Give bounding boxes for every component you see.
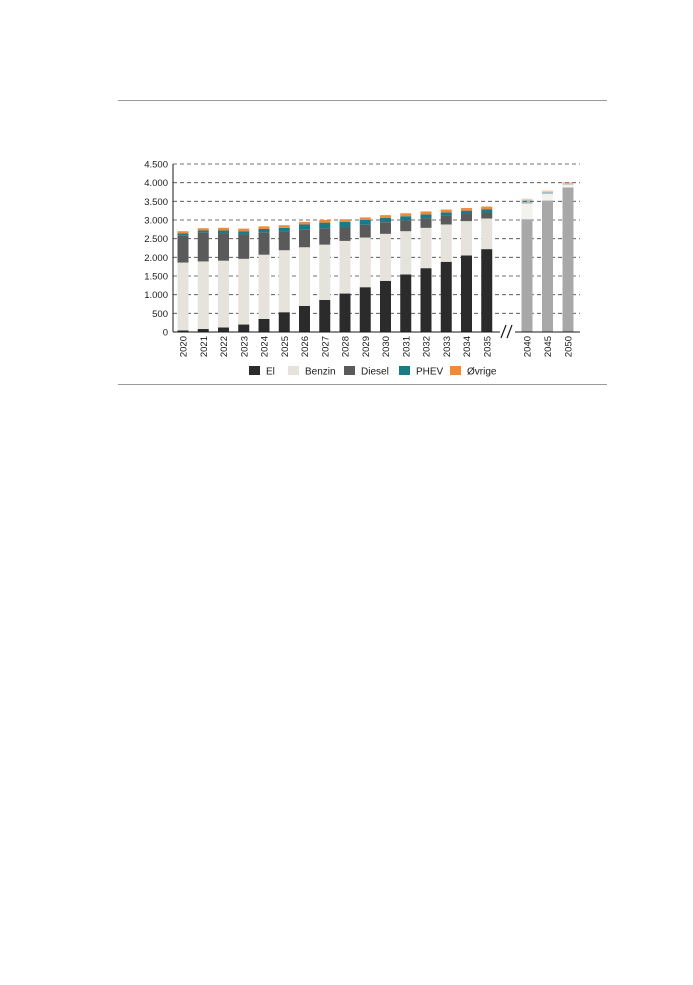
bar-segment-phev-2040 (522, 200, 533, 201)
bar-segment-vrige-2027 (319, 220, 330, 223)
x-tick-label: 2050 (563, 336, 575, 358)
bar-segment-benzin-2020 (178, 263, 189, 331)
legend-swatch-el (249, 366, 260, 375)
gridlines (173, 164, 580, 313)
bar-segment-phev-2023 (238, 231, 249, 234)
bar-segment-benzin-2021 (198, 261, 209, 329)
bar-segment-el-2032 (421, 268, 432, 332)
bar-segment-benzin-2045 (542, 194, 553, 201)
bar-segment-diesel-2032 (421, 218, 432, 228)
x-tick-label: 2024 (259, 336, 271, 358)
x-tick-label: 2045 (543, 336, 554, 358)
x-tick-label: 2021 (198, 336, 210, 358)
bar-segment-vrige-2034 (461, 208, 472, 211)
x-tick-label: 2034 (462, 336, 473, 358)
x-tick-label: 2040 (522, 336, 534, 358)
bar-segment-benzin-2035 (481, 219, 492, 250)
y-tick-label: 0 (162, 327, 168, 339)
bar-segment-diesel-2027 (319, 228, 330, 244)
bar-segment-vrige-2022 (218, 228, 229, 231)
bar-segment-el-2023 (238, 325, 249, 332)
bar-segment-phev-2021 (198, 230, 209, 232)
bar-segment-benzin-2025 (279, 250, 290, 312)
bar-segment-el-2022 (218, 328, 229, 332)
bar-segment-phev-2031 (400, 216, 411, 220)
bar-segment-el-2029 (360, 287, 371, 332)
legend-label: Benzin (305, 366, 336, 378)
bar-segment-benzin-2050 (563, 185, 574, 188)
bar-segment-vrige-2023 (238, 229, 249, 232)
bar-segment-vrige-2029 (360, 217, 371, 220)
legend-swatch-diesel (344, 366, 355, 375)
x-tick-label: 2030 (381, 336, 392, 358)
bar-segment-diesel-2025 (279, 232, 290, 250)
y-tick-label: 1.000 (144, 290, 168, 302)
bar-segment-benzin-2030 (380, 234, 391, 281)
bar-segment-diesel-2026 (299, 230, 310, 248)
legend (249, 366, 497, 378)
bar-segment-diesel-2023 (238, 235, 249, 259)
legend-swatch-benzin (288, 366, 299, 375)
bar-segment-diesel-2022 (218, 233, 229, 261)
x-tick-label: 2026 (300, 336, 311, 358)
bar-segment-benzin-2029 (360, 238, 371, 288)
bar-segment-diesel-2030 (380, 222, 391, 234)
bar-segment-vrige-2026 (299, 222, 310, 225)
bar-segment-benzin-2026 (299, 247, 310, 306)
bar-segment-benzin-2022 (218, 261, 229, 328)
bar-segment-diesel-2020 (178, 236, 189, 263)
legend-label: Øvrige (467, 366, 497, 378)
bar-segment-phev-2030 (380, 218, 391, 222)
bar-segment-phev-2045 (542, 192, 553, 193)
y-tick-label: 3.500 (144, 196, 168, 208)
bar-segment-el-2045 (542, 201, 553, 332)
bar-segment-phev-2028 (340, 222, 351, 228)
bar-segment-phev-2027 (319, 223, 330, 229)
x-tick-label: 2023 (239, 336, 251, 358)
bar-segment-vrige-2045 (542, 191, 553, 192)
bar-segment-benzin-2033 (441, 224, 452, 261)
bar-segment-benzin-2027 (319, 245, 330, 300)
x-tick-label: 2028 (340, 336, 352, 358)
x-tick-label: 2035 (482, 336, 494, 358)
bar-segment-diesel-2050 (563, 184, 574, 185)
bar-segment-el-2034 (461, 255, 472, 332)
bar-segment-phev-2035 (481, 209, 492, 212)
bar-segment-diesel-2029 (360, 225, 371, 238)
bar-segment-vrige-2025 (279, 225, 290, 228)
bar-segment-vrige-2021 (198, 228, 209, 230)
bar-segment-vrige-2050 (563, 182, 574, 183)
bar-segment-el-2035 (481, 249, 492, 332)
bar-segment-diesel-2040 (522, 202, 533, 204)
bar-segment-phev-2025 (279, 228, 290, 232)
bar-segment-diesel-2035 (481, 213, 492, 219)
y-tick-label: 4.500 (144, 159, 168, 171)
bar-segment-el-2026 (299, 306, 310, 332)
bar-segment-diesel-2034 (461, 214, 472, 221)
y-tick-label: 4.000 (144, 178, 168, 190)
bar-segment-benzin-2032 (421, 228, 432, 268)
y-tick-label: 1.500 (144, 271, 168, 283)
legend-swatch-vrige (450, 366, 461, 375)
bar-segment-benzin-2024 (259, 255, 270, 319)
legend-swatch-phev (399, 366, 410, 375)
bar-segment-phev-2026 (299, 224, 310, 229)
bar-segment-vrige-2040 (522, 199, 533, 200)
bar-segment-phev-2022 (218, 230, 229, 233)
bar-segment-el-2027 (319, 300, 330, 332)
x-tick-label: 2032 (421, 336, 433, 358)
bar-segment-benzin-2031 (400, 231, 411, 274)
bar-segment-vrige-2035 (481, 207, 492, 210)
x-tick-label: 2020 (178, 336, 190, 358)
bar-segment-el-2028 (340, 294, 351, 332)
bar-segment-el-2033 (441, 262, 452, 332)
bar-segment-benzin-2040 (522, 204, 533, 220)
bar-segment-vrige-2032 (421, 211, 432, 214)
bar-segment-el-2024 (259, 319, 270, 332)
bar-segment-phev-2032 (421, 214, 432, 218)
bar-segment-vrige-2033 (441, 210, 452, 213)
bar-segment-phev-2033 (441, 213, 452, 216)
legend-label: El (266, 366, 275, 378)
bar-segment-benzin-2023 (238, 259, 249, 325)
bar-segment-diesel-2021 (198, 233, 209, 262)
bar-segment-el-2030 (380, 281, 391, 332)
x-tick-label: 2027 (320, 336, 332, 358)
x-tick-label: 2022 (219, 336, 230, 358)
bar-segment-diesel-2031 (400, 220, 411, 231)
bar-segment-el-2040 (522, 219, 533, 332)
legend-label: PHEV (416, 366, 444, 378)
bar-segment-diesel-2033 (441, 216, 452, 225)
bar-segment-el-2025 (279, 312, 290, 332)
bar-segment-diesel-2045 (542, 193, 553, 194)
bar-segment-diesel-2024 (259, 232, 270, 254)
bar-segment-vrige-2031 (400, 213, 411, 216)
y-tick-label: 3.000 (144, 215, 168, 227)
axis-break-marker (500, 325, 515, 338)
bar-segment-benzin-2034 (461, 221, 472, 255)
bar-segment-vrige-2030 (380, 215, 391, 218)
bar-segment-phev-2024 (259, 229, 270, 232)
bar-segment-phev-2020 (178, 233, 189, 235)
bar-segment-el-2031 (400, 275, 411, 332)
x-tick-label: 2025 (279, 336, 291, 358)
x-tick-label: 2031 (401, 336, 413, 358)
bar-segment-vrige-2024 (259, 226, 270, 229)
bar-segment-vrige-2028 (340, 219, 351, 222)
bar-segment-phev-2034 (461, 211, 472, 214)
bar-segment-diesel-2028 (340, 227, 351, 240)
x-tick-label: 2033 (441, 336, 453, 358)
bar-segment-benzin-2028 (340, 241, 351, 294)
legend-label: Diesel (361, 366, 389, 378)
bar-segment-vrige-2020 (178, 231, 189, 233)
x-tick-label: 2029 (360, 336, 372, 358)
y-tick-label: 2.500 (144, 234, 168, 246)
bar-segment-el-2050 (563, 188, 574, 332)
y-tick-label: 2.000 (144, 252, 168, 264)
bar-segment-phev-2029 (360, 220, 371, 225)
y-tick-label: 500 (152, 308, 168, 320)
